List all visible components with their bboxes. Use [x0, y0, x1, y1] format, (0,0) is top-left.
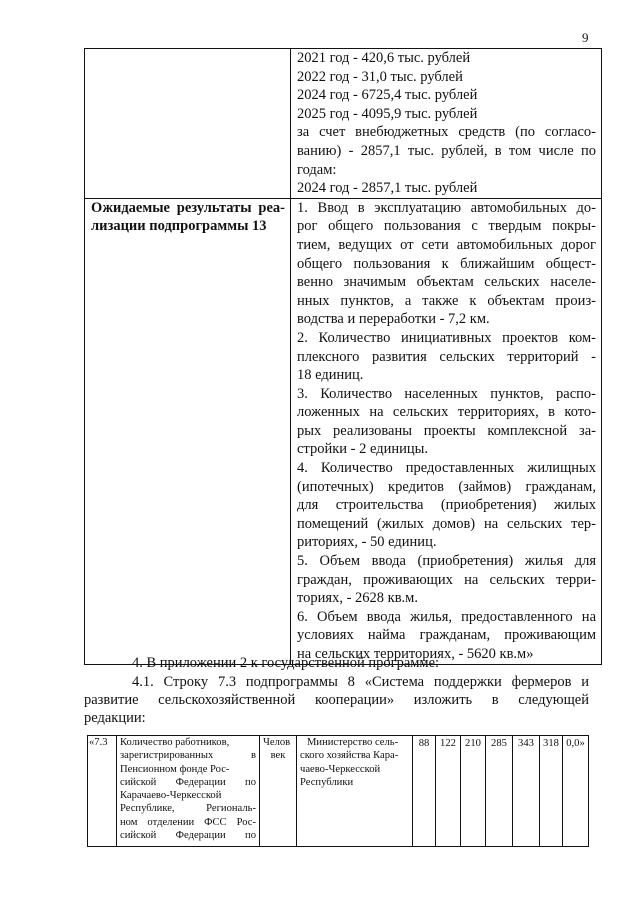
value-cell: 343: [513, 736, 540, 847]
result-line: риториях, - 50 единиц.: [297, 534, 437, 551]
paragraph-4-1-line: редакции:: [84, 710, 146, 726]
result-line: венно значимым объектам сельских населе-: [297, 274, 596, 291]
indicator-name-cell: [117, 736, 260, 847]
value-cell: 285: [486, 736, 513, 847]
funding-line: за счет внебюджетных средств (по согласо-: [297, 124, 596, 141]
funding-line: 2024 год - 2857,1 тыс. рублей: [297, 180, 478, 197]
result-line: рых реализованы проекты комплексной за-: [297, 422, 596, 439]
result-line: стройки - 2 единицы.: [297, 441, 428, 458]
result-line: 6. Объем ввода жилья, предоставленного на: [297, 608, 596, 625]
executor-line: Республики: [300, 776, 354, 788]
funding-line: 2021 год - 420,6 тыс. рублей: [297, 50, 471, 66]
funding-line: ванию) - 2857,1 тыс. рублей, в том числе по: [297, 142, 596, 159]
funding-line: годам:: [297, 161, 337, 178]
result-line: нных пунктов, а также к объектам произ-: [297, 292, 596, 309]
indicator-line: Карачаево-Черкесской: [120, 790, 222, 802]
funding-value-cell: [291, 49, 602, 199]
result-line: на сельских территориях, - 5620 кв.м»: [297, 646, 534, 662]
value-cell: 210: [461, 736, 486, 847]
indicator-line: Количество работников,: [120, 737, 230, 748]
result-line: для строительства (приобретения) жилых: [297, 497, 596, 514]
indicator-line: Пенсионном фонде Рос-: [120, 763, 230, 775]
result-line: общего пользования к ближайшим общест-: [297, 255, 596, 272]
results-row: [85, 198, 602, 664]
indicator-row: [88, 736, 589, 847]
results-value-cell: [291, 198, 602, 664]
value-cell: 318: [540, 736, 563, 847]
result-line: плексного развития сельских территорий -: [297, 348, 596, 365]
paragraph-4-1-line: развитие сельскохозяйственной кооперации» изложить в следующей: [84, 692, 589, 708]
result-line: 5. Объем ввода (приобретения) жилья для: [297, 553, 596, 570]
funding-line: 2024 год - 6725,4 тыс. рублей: [297, 87, 478, 104]
results-label-line: Ожидаемые результаты реа-: [91, 199, 285, 216]
result-line: (ипотечных) кредитов (займов) гражданам,: [297, 478, 596, 495]
funding-row: [85, 49, 602, 199]
indicator-line: сийской Федерации по: [120, 830, 256, 842]
result-line: ложенных на сельских территориях, в кото-: [297, 404, 596, 421]
indicator-line: зарегистрированных в: [120, 750, 256, 762]
executor-cell: [297, 736, 413, 847]
result-line: 2. Количество инициативных проектов ком-: [297, 329, 596, 346]
result-line: 4. Количество предоставленных жилищных: [297, 460, 596, 477]
executor-line: Министерство сель-: [307, 737, 399, 748]
value-cell: 122: [436, 736, 461, 847]
executor-line: ского хозяйства Кара-: [300, 750, 399, 762]
results-label-cell: [85, 198, 291, 664]
funding-label-cell: [85, 49, 291, 199]
result-line: 3. Количество населенных пунктов, распо-: [297, 385, 596, 402]
value-cell: 88: [413, 736, 436, 847]
page-number: 9: [582, 30, 589, 45]
funding-line: 2025 год - 4095,9 тыс. рублей: [297, 105, 478, 122]
row-number: «7.3: [89, 737, 108, 748]
unit-line: век: [270, 750, 286, 762]
row-number-cell: [88, 736, 117, 847]
unit-line: Челов: [263, 737, 291, 748]
program-passport-table: [84, 48, 602, 665]
indicator-line: ном отделении ФСС Рос-: [120, 816, 256, 828]
result-line: ториях, - 2628 кв.м.: [297, 590, 418, 607]
executor-line: чаево-Черкесской: [300, 763, 381, 775]
indicator-table: [87, 735, 589, 847]
results-label-line: лизации подпрограммы 13: [91, 218, 267, 235]
result-line: 1. Ввод в эксплуатацию автомобильных до-: [297, 199, 596, 216]
result-line: условиях найма гражданам, проживающим: [297, 627, 596, 644]
result-line: помещений (жилых домов) на сельских тер-: [297, 515, 596, 532]
result-line: граждан, проживающих на сельских терри-: [297, 571, 596, 588]
paragraph-4: 4. В приложении 2 к государственной программе:: [132, 655, 440, 671]
unit-cell: [260, 736, 297, 847]
result-line: водства и переработки - 7,2 км.: [297, 311, 490, 328]
paragraph-4-1-line: 4.1. Строку 7.3 подпрограммы 8 «Система поддержки фермеров и: [132, 674, 589, 690]
result-line: 18 единиц.: [297, 367, 364, 384]
result-line: рог общего пользования с твердым покры-: [297, 218, 596, 235]
funding-line: 2022 год - 31,0 тыс. рублей: [297, 68, 463, 85]
value-cell: 0,0»: [563, 736, 589, 847]
result-line: тием, ведущих от сети автомобильных дорог: [297, 236, 596, 253]
indicator-line: сийской Федерации по: [120, 776, 256, 788]
indicator-line: Республике, Региональ-: [120, 803, 256, 815]
